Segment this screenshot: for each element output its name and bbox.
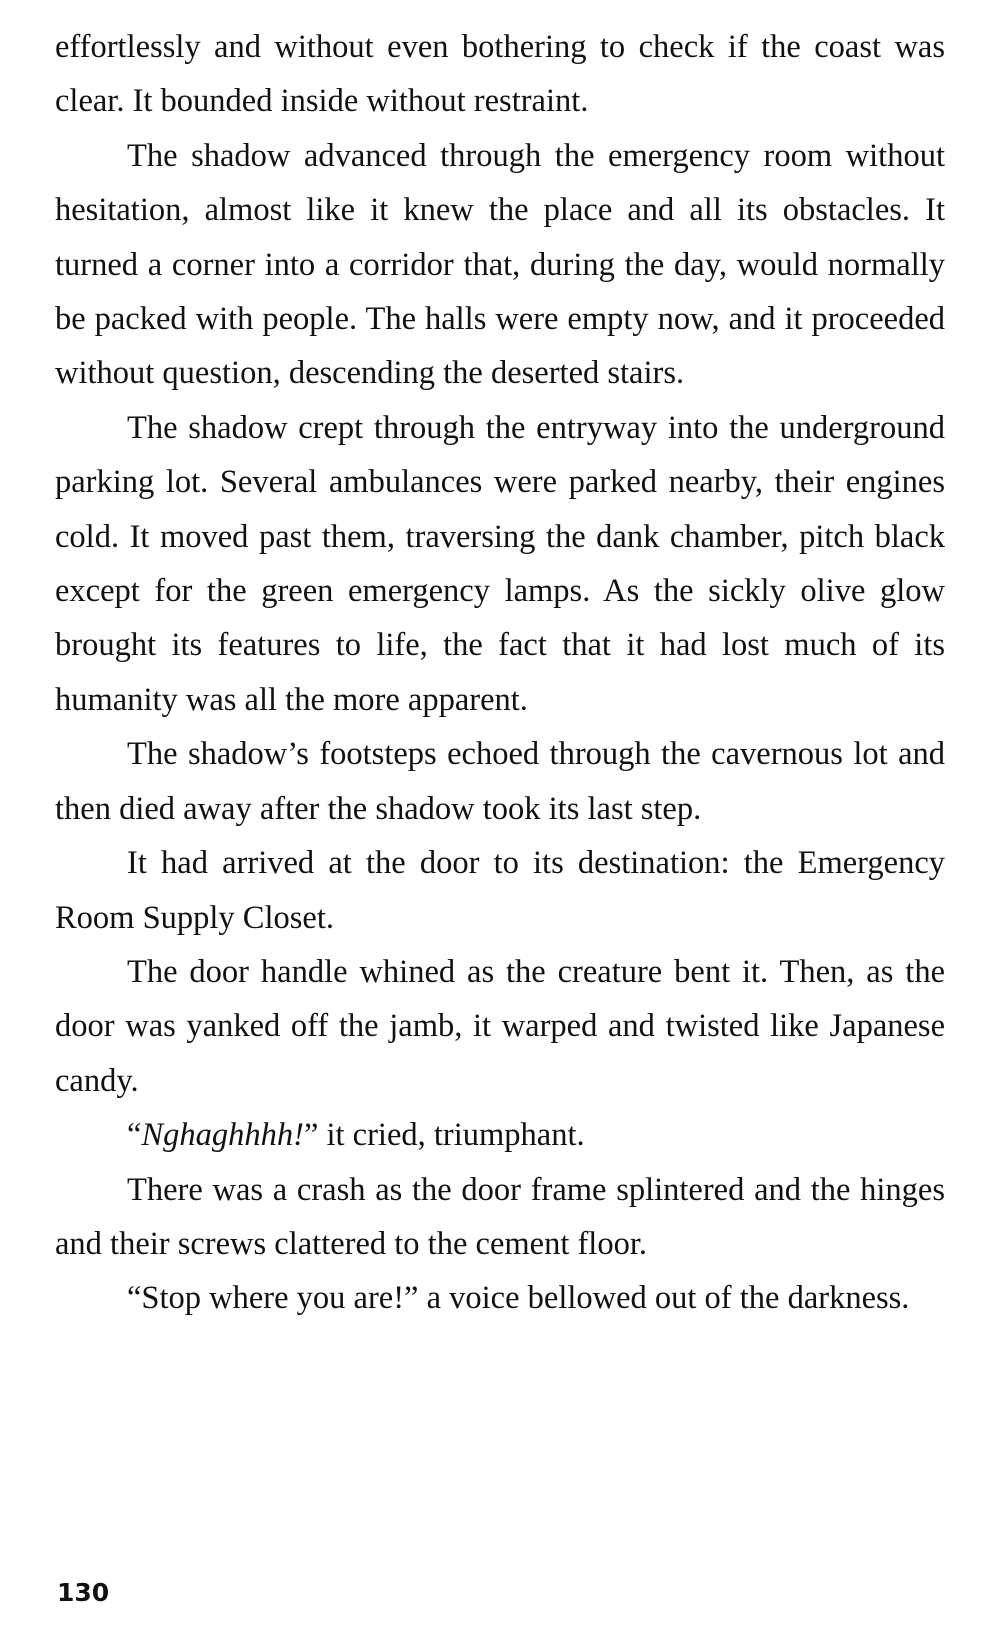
exclamation: Nghaghhhh!: [141, 1117, 304, 1154]
paragraph: The shadow advanced through the emergency room without hesitation, almost like it knew the place and all its obstacles. It turned a corner into a corridor that, during the day, would normally be packed with people. The halls were empty now, and it proceeded without question, descending the deserted stairs.: [55, 137, 945, 392]
body-text: [55, 20, 945, 1326]
paragraph: The shadow’s footsteps echoed through the cavernous lot and then died away after the shadow took its last step.: [55, 736, 945, 827]
paragraph: The shadow crept through the entryway into the underground parking lot. Several ambulances were parked nearby, their engines cold. It moved past them, traversing the dank chamber, pitch black except for the green emergency lamps. As the sickly olive glow brought its features to life, the fact that it had lost much of its humanity was all the more apparent.: [55, 409, 945, 718]
paragraph: The door handle whined as the creature bent it. Then, as the door was yanked off the jamb, it warped and twisted like Japanese candy.: [55, 953, 945, 1099]
dialogue-tag: ” it cried, triumphant.: [303, 1117, 585, 1154]
open-quote: “: [127, 1117, 142, 1154]
paragraph: “Stop where you are!” a voice bellowed out of the darkness.: [127, 1280, 910, 1317]
paragraph: It had arrived at the door to its destination: the Emergency Room Supply Closet.: [55, 845, 945, 936]
paragraph-dialogue: [55, 1108, 945, 1162]
paragraph-continuation: effortlessly and without even bothering to check if the coast was clear. It bounded inside without restraint.: [55, 29, 945, 120]
paragraph: There was a crash as the door frame splintered and the hinges and their screws clattered to the cement floor.: [55, 1171, 945, 1262]
page-number: 130: [57, 1578, 110, 1607]
